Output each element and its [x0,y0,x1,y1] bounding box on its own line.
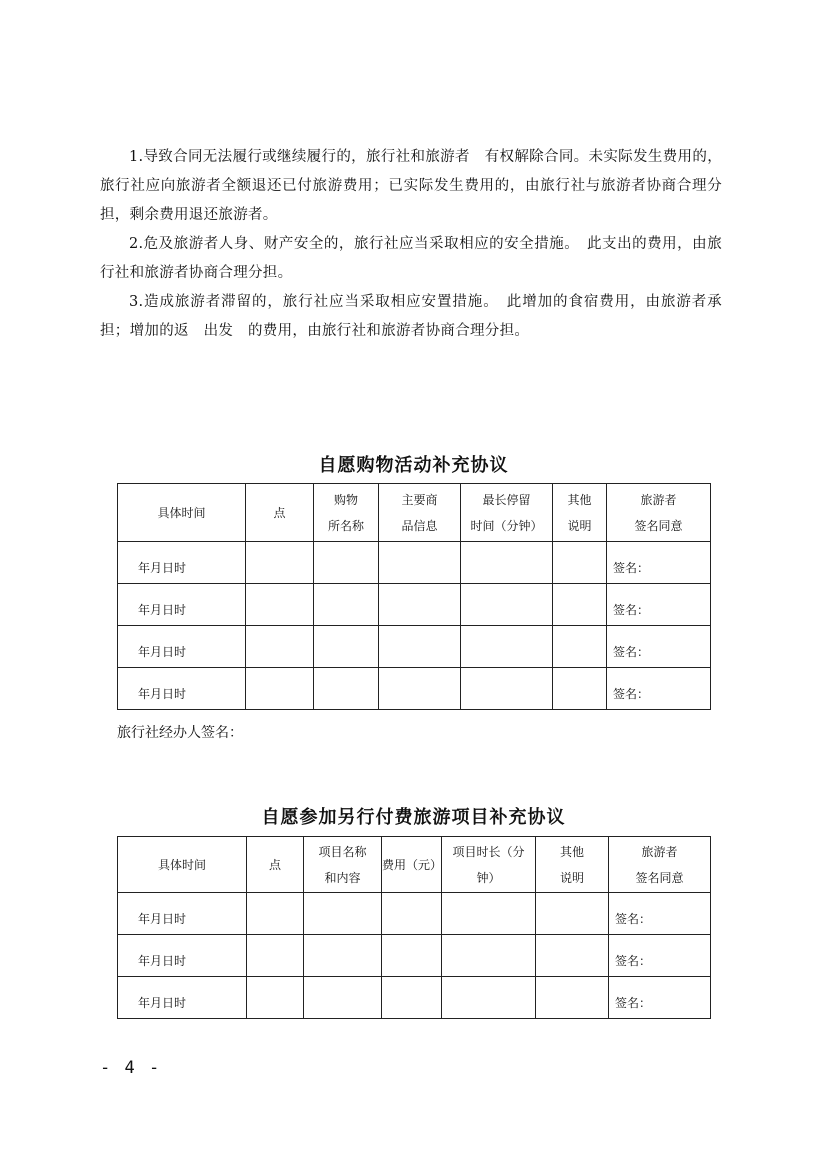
table-row [118,893,711,935]
empty-cell[interactable] [382,977,442,1019]
empty-cell[interactable] [379,668,461,710]
table-row [118,668,711,710]
shopping-agreement-title: 自愿购物活动补充协议 [318,455,509,476]
row-time: 年月日时 [118,542,246,584]
row-time: 年月日时 [118,977,247,1019]
empty-cell[interactable] [247,977,304,1019]
empty-cell[interactable] [304,977,382,1019]
header-stay: 最长停留 时间（分钟） [461,484,553,542]
shopping-table [117,483,711,710]
header-place: 点 [246,484,314,542]
page-number: - 4 - [100,1058,162,1078]
row-time: 年月日时 [118,668,246,710]
row-sign[interactable]: 签名： [607,584,711,626]
row-sign[interactable]: 签名： [609,935,711,977]
table-row [118,935,711,977]
row-sign[interactable]: 签名： [607,542,711,584]
empty-cell[interactable] [461,584,553,626]
table-row [118,977,711,1019]
header-place: 点 [247,837,304,893]
empty-cell[interactable] [536,893,609,935]
header-other: 其他 说明 [536,837,609,893]
agent-signature-label: 旅行社经办人签名： [117,725,243,741]
row-time: 年月日时 [118,935,247,977]
header-goods: 主要商 品信息 [379,484,461,542]
paragraph-3: 3.造成旅游者滞留的，旅行社应当采取相应安置措施。 此增加的食宿费用，由旅游者承担；增加的返 出发 的费用，由旅行社和旅游者协商合理分担。 [100,294,722,339]
empty-cell[interactable] [379,626,461,668]
paragraph-2: 2.危及旅游者人身、财产安全的，旅行社应当采取相应的安全措施。 此支出的费用，由旅行社和旅游者协商合理分担。 [100,236,722,281]
header-time: 具体时间 [118,837,247,893]
table-row [118,542,711,584]
header-sign: 旅游者 签名同意 [609,837,711,893]
empty-cell[interactable] [442,977,536,1019]
empty-cell[interactable] [553,584,607,626]
row-sign[interactable]: 签名： [609,977,711,1019]
row-sign[interactable]: 签名： [607,626,711,668]
empty-cell[interactable] [382,893,442,935]
header-sign: 旅游者 签名同意 [607,484,711,542]
empty-cell[interactable] [246,626,314,668]
empty-cell[interactable] [314,584,379,626]
empty-cell[interactable] [247,935,304,977]
empty-cell[interactable] [461,668,553,710]
table-row [118,584,711,626]
empty-cell[interactable] [536,935,609,977]
row-time: 年月日时 [118,626,246,668]
header-time: 具体时间 [118,484,246,542]
paragraph-1: 1.导致合同无法履行或继续履行的，旅行社和旅游者 有权解除合同。未实际发生费用的，旅行社应向旅游者全额退还已付旅游费用；已实际发生费用的，由旅行社与旅游者协商合理分担，剩余费用退还旅游者。 [100,149,722,223]
row-sign[interactable]: 签名： [609,893,711,935]
table-header-row [118,837,711,893]
empty-cell[interactable] [461,626,553,668]
empty-cell[interactable] [304,935,382,977]
extra-items-table [117,836,711,1019]
empty-cell[interactable] [553,626,607,668]
header-item: 项目名称 和内容 [304,837,382,893]
empty-cell[interactable] [536,977,609,1019]
empty-cell[interactable] [314,626,379,668]
row-time: 年月日时 [118,893,247,935]
empty-cell[interactable] [553,542,607,584]
table-row [118,626,711,668]
empty-cell[interactable] [379,542,461,584]
empty-cell[interactable] [382,935,442,977]
header-other: 其他 说明 [553,484,607,542]
extra-agreement-title: 自愿参加另行付费旅游项目补充协议 [261,807,566,828]
header-duration: 项目时长（分 钟） [442,837,536,893]
empty-cell[interactable] [314,668,379,710]
empty-cell[interactable] [247,893,304,935]
row-time: 年月日时 [118,584,246,626]
empty-cell[interactable] [553,668,607,710]
table-header-row [118,484,711,542]
header-fee: 费用（元） [382,837,442,893]
header-shop: 购物 所名称 [314,484,379,542]
empty-cell[interactable] [304,893,382,935]
empty-cell[interactable] [461,542,553,584]
empty-cell[interactable] [442,893,536,935]
empty-cell[interactable] [246,542,314,584]
empty-cell[interactable] [246,584,314,626]
empty-cell[interactable] [246,668,314,710]
empty-cell[interactable] [442,935,536,977]
empty-cell[interactable] [379,584,461,626]
row-sign[interactable]: 签名： [607,668,711,710]
empty-cell[interactable] [314,542,379,584]
